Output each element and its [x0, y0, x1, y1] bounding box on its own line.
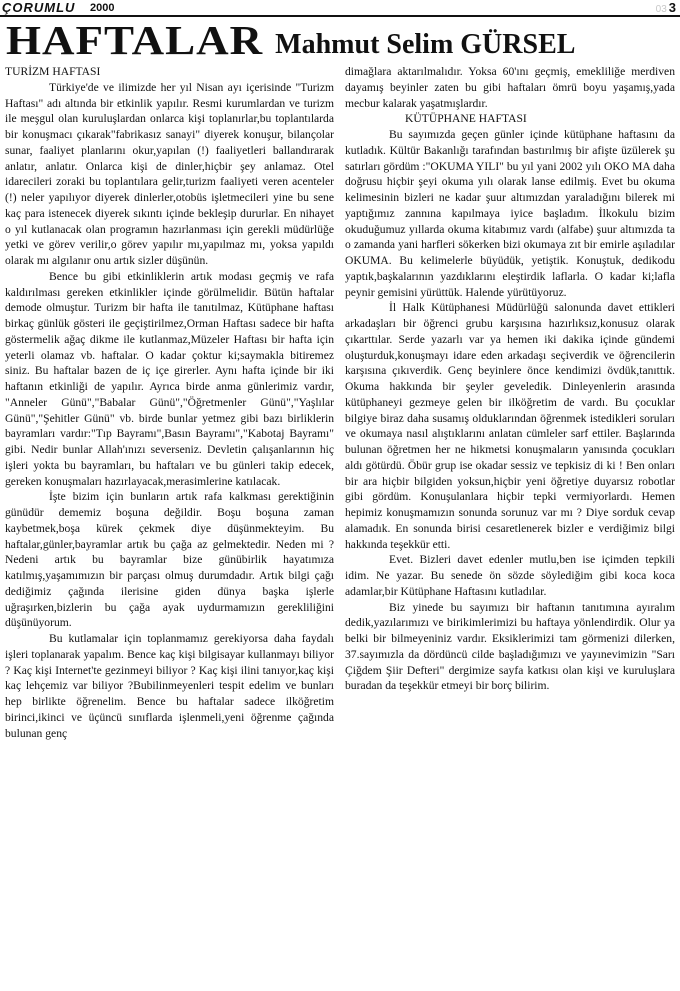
paragraph: Bu kutlamalar için toplanmamız gerekiyorsa daha faydalı işleri toplanarak yapalım. Bence kaç kişi bilgisayar kullanmayı biliyor ? Kaç kişi Internet'te gezinmeyi biliyor ? Kaç kişi ilini tanıyor,kaç kişi kaç lehçemiz var biliyor ?Bubilinmeyenleri tespit edelim ve bunları hep birlikte öğrenelim. Bence bu haftalar sadece ilköğretim birinci,ikinci ve üçüncü sınıflarda işlenmeli,yeni öğrenme çağında bulunan genç: [5, 632, 334, 740]
article-title: HAFTALAR: [6, 17, 264, 64]
publication-logo: ÇORUMLU: [2, 0, 76, 15]
paragraph: İl Halk Kütüphanesi Müdürlüğü salonunda davet ettikleri arkadaşları bir öğrenci grubu karşısına hazırlıksız,konusuz olarak çıkarttılar. Serde yazarlı var ya hemen iki dakika içinde gündemi oluşturduk,konuşmayı idare eden arkadaşı seçiverdik ve öğrencilerin karşısına çıkıverdik. Genç beyinlere önce kendimizi övdük,tanıttık. Okuma hakkında bir şeyler geveledik. Dinleyenlerin arasında kütüphaneyi gezmeye gelen bir ilköğretim de vardı. Bu çocuklar bilgiye biraz daha susamış olduklarından öğrenmek istedikleri soruları ve okumaya nasıl alıştıklarını anlatan cümleler sarf ettiler. Başlarında bulunan öğretmen her ne hikmetsi konuşmaların yanısında çocukları aldı götürdü. Öbür grup ise okadar sessiz ve tepkisiz di ki ! Ben onları bir ara hiçbir bilgiden yoksun,hiçbir yeni öğretiye duyarsız robotlar gibi gördüm. Konuşulanlara hiçbir tepki vermiyorlardı. Hemen hepimiz konuşmamızın sonunda sorunuz var mı ? Diye sorduk cevap alamadık. En sonunda birisi cesaretlenerek bizler e verdiğimiz bilgi hakkında teşekkür etti.: [345, 301, 675, 551]
paragraph: İşte bizim için bunların artık rafa kalkması gerektiğinin günüdür dememiz boşuna değildir. Boşu boşuna zaman kaybetmek,boşa kürek çekmek diye düşünmekteyim. Bu haftalar,günler,bayramlar artık bu çağa az gelmektedir. Neden mi ? Nedeni artık bu bayramlar bize günübirlik hayatımıza katılmış,yaşamımızın bir parçası olmuş durumdadır. Artık bilgi çağı dediğimiz çağında ilerisine giden dünya başka işlerle uğraşırken,bizlerin bu çağa ayak uydurmamızın gerekliliğini düşünüyorum.: [5, 490, 334, 630]
paragraph: Türkiye'de ve ilimizde her yıl Nisan ayı içerisinde "Turizm Haftası" adı altında bir etkinlik yapılır. Resmi kurumlardan ve turizm ile meşgul olan kuruluşlardan onlarca kişi toplanırlar,bu toplantılarda bir konuşmacı çıkarak"fabrikasız sanayi" diyerek konuşur, bilançolar sunar, faaliyet planlarını okur,yapılan (!) faaliyetleri ballandırarak anlatır, anlatır. Onlarca kişi de dinler,hiçbir şey anlamaz. Otel idarecileri zoraki bu toplantılara gelir,turizm faaliyeti veren acenteler (!) neler yapılıyor diyerek dinlerler,otobüs işletmecileri yine bu sene kaç para istenecek diyerek sıkıntı içinde bekleşip dururlar. En nihayet o yıl kutlanacak olan programın hazırlanması için gerekli müdürlüğe yetki ve görev verilir,o görev yapılır mı,yapılmaz mı, yoksa yapıldı olarak mı algılanır onu artık sizler düşünün.: [5, 80, 334, 267]
paragraph: Bu sayımızda geçen günler içinde kütüphane haftasını da kutladık. Kültür Bakanlığı tarafından bastırılmış bir afişte üzülerek şu satırları gördüm :"OKUMA YILI" bu yıl yani 2002 yılı OKO MA daha doğrusu hiçbir şeyi okuma yılı olarak lanse edilmiş. Evet bu okuma kelimesinin bizleri ne kadar şuur altımızdan yaraladığını bilerek mi yaptığımız zannına kapılmaya iyice başladım. İlkokulu bizim okuduğumuz yıllarda okuma kitabımız vardı (alfabe) şuur altımızda ta o zamanda yani harfleri sökerken bizi okumaya zıt bir emirle aşıladılar OKUMA. Bu kelimelerle büyüdük, yetiştik. Konuştuk, dedikodu yaptık,başkalarının yazdıklarını eleştirdik laflarla. O kadar ki;lafla peynir gemisini yürüttük. Halende yürütüyoruz.: [345, 128, 675, 299]
page-number-prefix: 03: [655, 4, 667, 15]
page-number-value: 3: [668, 0, 676, 15]
paragraph-continued: dimağlara aktarılmalıdır. Yoksa 60'ını geçmiş, emekliliğe merdiven dayamış beyinler zaten bu gibi haftaları ömrü boyu yaşamış,yada mecbur kalarak yaşatmışlardır.: [345, 65, 675, 110]
right-column: [345, 64, 675, 694]
article-author: Mahmut Selim GÜRSEL: [275, 29, 576, 60]
publication-year: 2000: [90, 2, 115, 14]
paragraph: Biz yinede bu sayımızı bir haftanın tanıtımına ayıralım dedik,yazılarımızı ve birikimlerimizi bu haftaya yönlendirdik. Olur ya belki bir bilmeyeniniz vardır. Eksiklerimizi tam görmenizi dilerken, 37.sayımızla da dördüncü cilde başladığımızı ve yayınevimizin "Sarı Çiğdem Şiir Defteri" dergimize sayfa katkısı olan kişi ve kuruluşlara buradan da teşekkür etmeyi bir borç bilirim.: [345, 600, 675, 693]
paragraph: Evet. Bizleri davet edenler mutlu,ben ise içimden tepkili idim. Ne yazar. Bu senede ön sözde söylediğim gibi koca koca adamlar,bir Kütüphane Haftasını kutladılar.: [345, 553, 675, 598]
section-heading: KÜTÜPHANE HAFTASI: [405, 112, 527, 126]
section-heading: TURİZM HAFTASI: [5, 65, 101, 78]
article-headline: [6, 12, 680, 64]
left-column: [5, 64, 334, 741]
paragraph: Bence bu gibi etkinliklerin artık modası geçmiş ve rafa kaldırılması gereken etkinlikler içinde görülmelidir. Bütün haftalar demode olmuştur. Turizm bir hafta ile tanıtılmaz, Kütüphane haftası birkaç günlük gösteri ile geçiştirilmez,Orman Haftası sadece bir hafta göstermelik ağaç dikme ile kutlanmaz,Müzeler Haftası bir hafta için yeterli olamaz vb. haftalar. O kadar çoktur ki;saymakla bitiremez siniz. Bu haftalar bazen de iç içe girerler. Aynı hafta içinde bir iki haftanın etkinliği de yapılır. Ayrıca birde anma günlerimiz vardır, "Anneler Günü","Babalar Günü","Öğretmenler Günü","Yaşlılar Günü","Şehitler Günü" vb. birde bunlar yetmez gibi bazı birliklerin bayramları vardır:"Tıp Bayramı",Basın Bayramı","Kabotaj Bayramı" gibi. Nedir bunlar Allah'ınızı severseniz. Devletin çalışanlarının hiç işleri yokta bu bayramları, bu haftaları ve bu günleri takip edecek, gereken konuşmaları hazırlayacak,merasimlerine katılacak.: [5, 269, 334, 488]
